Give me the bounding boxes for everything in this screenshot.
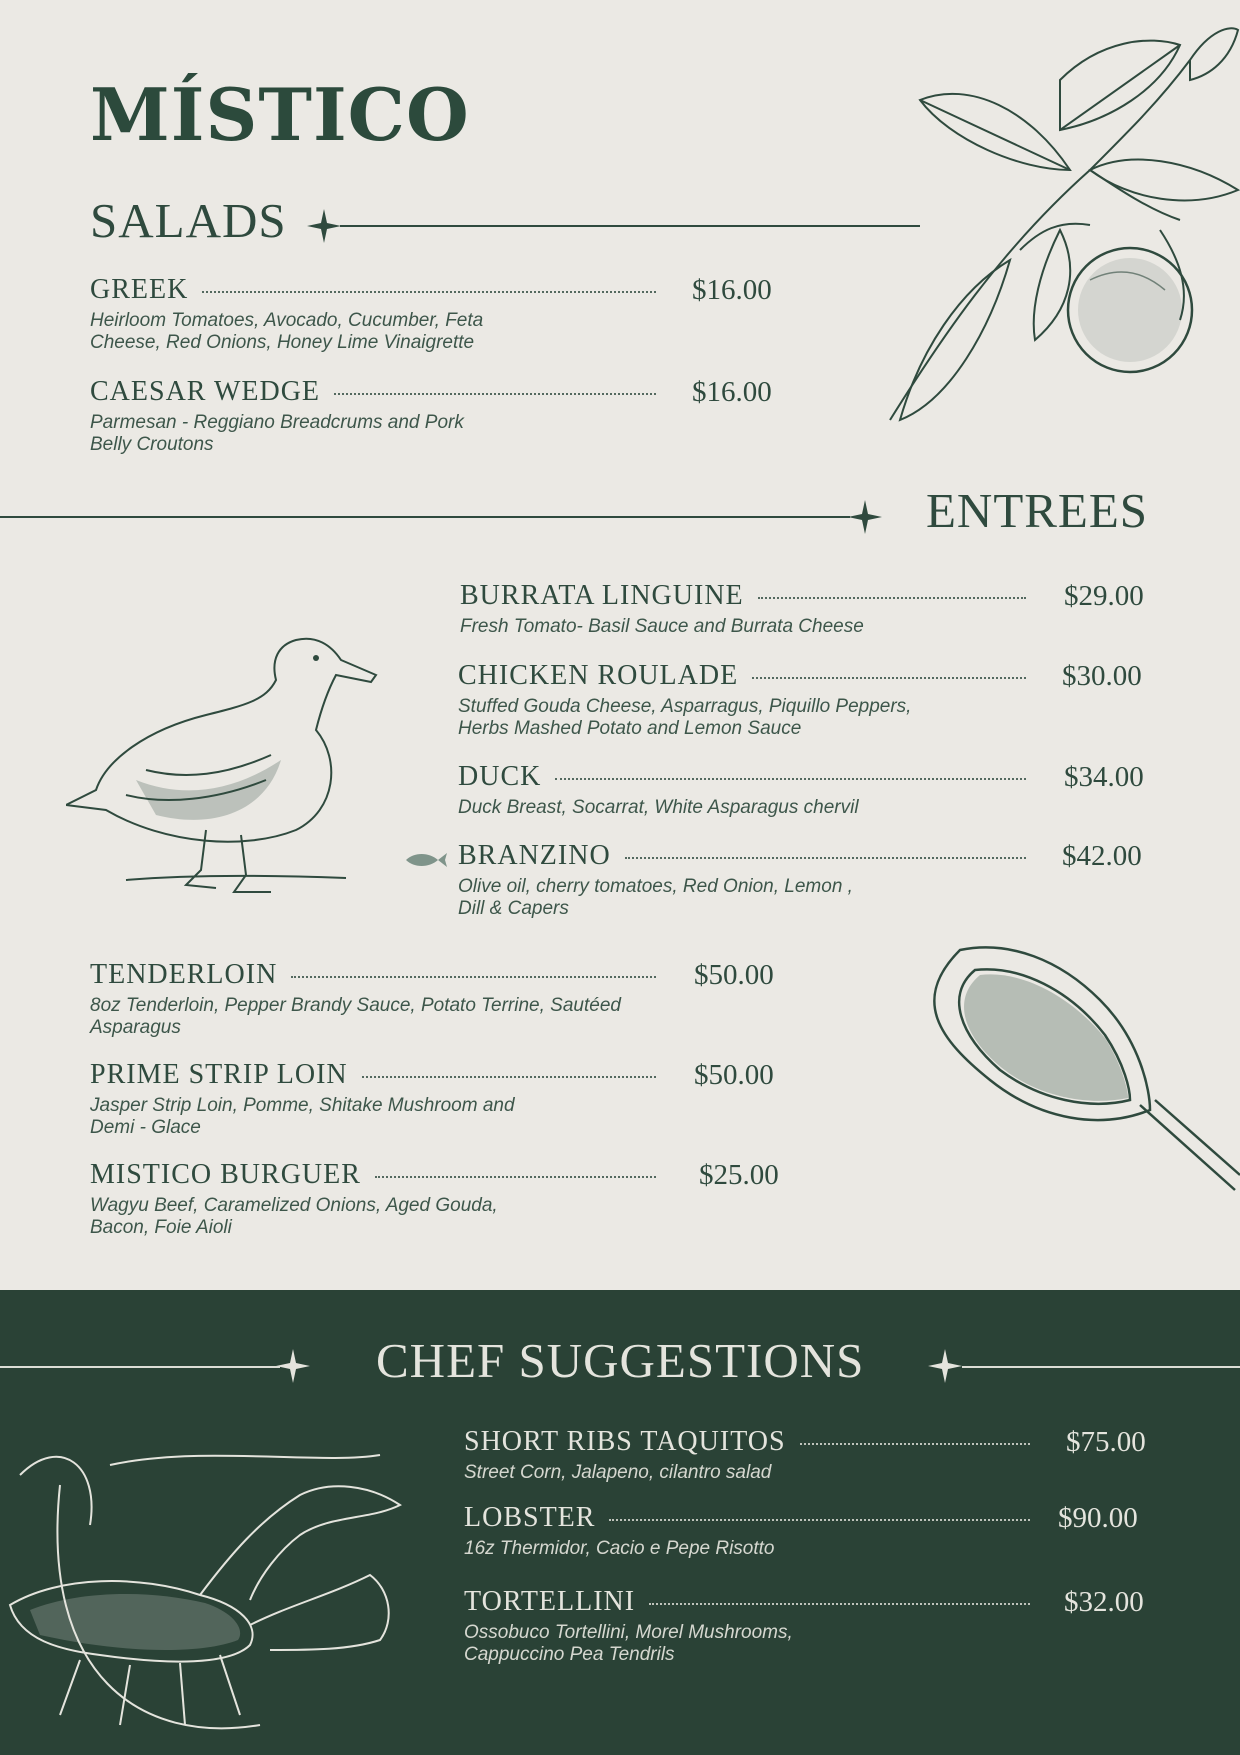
- menu-item-mistico-burguer: [90, 1159, 780, 1239]
- chef-suggestions-section: [0, 1290, 1240, 1755]
- dotted-leader: [609, 1519, 1030, 1521]
- menu-item-duck: [458, 761, 1150, 821]
- dotted-leader: [625, 857, 1026, 859]
- item-description: 8oz Tenderloin, Pepper Brandy Sauce, Potato Terrine, Sautéed Asparagus: [90, 995, 621, 1038]
- menu-item-lobster: [464, 1502, 1144, 1562]
- item-description: Wagyu Beef, Caramelized Onions, Aged Gouda, Bacon, Foie Aioli: [90, 1195, 498, 1238]
- duck-illustration: [66, 630, 386, 910]
- menu-item-prime-strip-loin: [90, 1059, 780, 1139]
- chef-suggestions-title: CHEF SUGGESTIONS: [376, 1333, 865, 1388]
- fish-icon: [404, 850, 448, 870]
- item-description: Street Corn, Jalapeno, cilantro salad: [464, 1462, 772, 1483]
- dotted-leader: [758, 597, 1026, 599]
- entrees-divider-line: [0, 516, 850, 518]
- item-price: $30.00: [1062, 660, 1142, 692]
- chef-divider-line-right: [962, 1366, 1240, 1368]
- item-description: Olive oil, cherry tomatoes, Red Onion, Lemon , Dill & Capers: [458, 876, 853, 919]
- item-name: TORTELLINI: [464, 1586, 636, 1617]
- star-divider-icon: [307, 209, 341, 243]
- item-name: LOBSTER: [464, 1502, 596, 1533]
- item-description: Jasper Strip Loin, Pomme, Shitake Mushroom and Demi - Glace: [90, 1095, 515, 1138]
- item-price: $16.00: [692, 376, 772, 408]
- item-description: Stuffed Gouda Cheese, Asparragus, Piquillo Peppers, Herbs Mashed Potato and Lemon Sauce: [458, 696, 912, 739]
- item-price: $75.00: [1066, 1426, 1146, 1458]
- star-divider-icon: [848, 500, 882, 534]
- item-name: GREEK: [90, 274, 189, 305]
- item-description: Ossobuco Tortellini, Morel Mushrooms, Cappuccino Pea Tendrils: [464, 1622, 793, 1665]
- menu-item-short-ribs-taquitos: [464, 1426, 1144, 1486]
- item-name: TENDERLOIN: [90, 959, 278, 990]
- dotted-leader: [202, 291, 656, 293]
- item-price: $29.00: [1064, 580, 1144, 612]
- menu-item-burrata-linguine: [460, 580, 1150, 640]
- dotted-leader: [555, 778, 1026, 780]
- item-name: BURRATA LINGUINE: [460, 580, 744, 611]
- item-name: MISTICO BURGUER: [90, 1159, 361, 1190]
- item-price: $34.00: [1064, 761, 1144, 793]
- menu-item-tortellini: [464, 1586, 1144, 1666]
- menu-item-caesar-wedge: [90, 376, 770, 456]
- item-description: Duck Breast, Socarrat, White Asparagus chervil: [458, 797, 859, 818]
- item-name: SHORT RIBS TAQUITOS: [464, 1426, 786, 1457]
- dotted-leader: [362, 1076, 656, 1078]
- brand-logo: MÍSTICO: [90, 72, 470, 157]
- dotted-leader: [800, 1443, 1030, 1445]
- chef-divider-line-left: [0, 1366, 280, 1368]
- sparkle-divider-icon: [928, 1349, 962, 1383]
- dotted-leader: [291, 976, 656, 978]
- tomahawk-steak-illustration: [900, 940, 1240, 1240]
- item-price: $90.00: [1058, 1502, 1138, 1534]
- salads-section-title: SALADS: [90, 193, 287, 248]
- menu-item-branzino: [458, 840, 1150, 920]
- salads-divider-line: [340, 225, 920, 227]
- citrus-branch-illustration: [860, 20, 1240, 440]
- item-name: DUCK: [458, 761, 542, 792]
- item-description: Fresh Tomato- Basil Sauce and Burrata Cheese: [460, 616, 864, 637]
- item-price: $42.00: [1062, 840, 1142, 872]
- dotted-leader: [649, 1603, 1030, 1605]
- item-price: $32.00: [1064, 1586, 1144, 1618]
- dotted-leader: [334, 393, 656, 395]
- item-description: 16z Thermidor, Cacio e Pepe Risotto: [464, 1538, 775, 1559]
- item-price: $16.00: [692, 274, 772, 306]
- item-name: CAESAR WEDGE: [90, 376, 321, 407]
- item-name: CHICKEN ROULADE: [458, 660, 739, 691]
- menu-item-greek: [90, 274, 770, 354]
- sparkle-divider-icon: [276, 1349, 310, 1383]
- dotted-leader: [375, 1176, 656, 1178]
- item-price: $50.00: [694, 1059, 774, 1091]
- menu-item-chicken-roulade: [458, 660, 1150, 740]
- menu-item-tenderloin: [90, 959, 780, 1039]
- entrees-section-title: ENTREES: [926, 483, 1149, 538]
- item-price: $25.00: [699, 1159, 779, 1191]
- item-name: BRANZINO: [458, 840, 611, 871]
- item-description: Heirloom Tomatoes, Avocado, Cucumber, Feta Cheese, Red Onions, Honey Lime Vinaigrette: [90, 310, 484, 353]
- lobster-illustration: [0, 1425, 420, 1745]
- item-description: Parmesan - Reggiano Breadcrums and Pork Belly Croutons: [90, 412, 464, 455]
- dotted-leader: [752, 677, 1026, 679]
- item-name: PRIME STRIP LOIN: [90, 1059, 348, 1090]
- item-price: $50.00: [694, 959, 774, 991]
